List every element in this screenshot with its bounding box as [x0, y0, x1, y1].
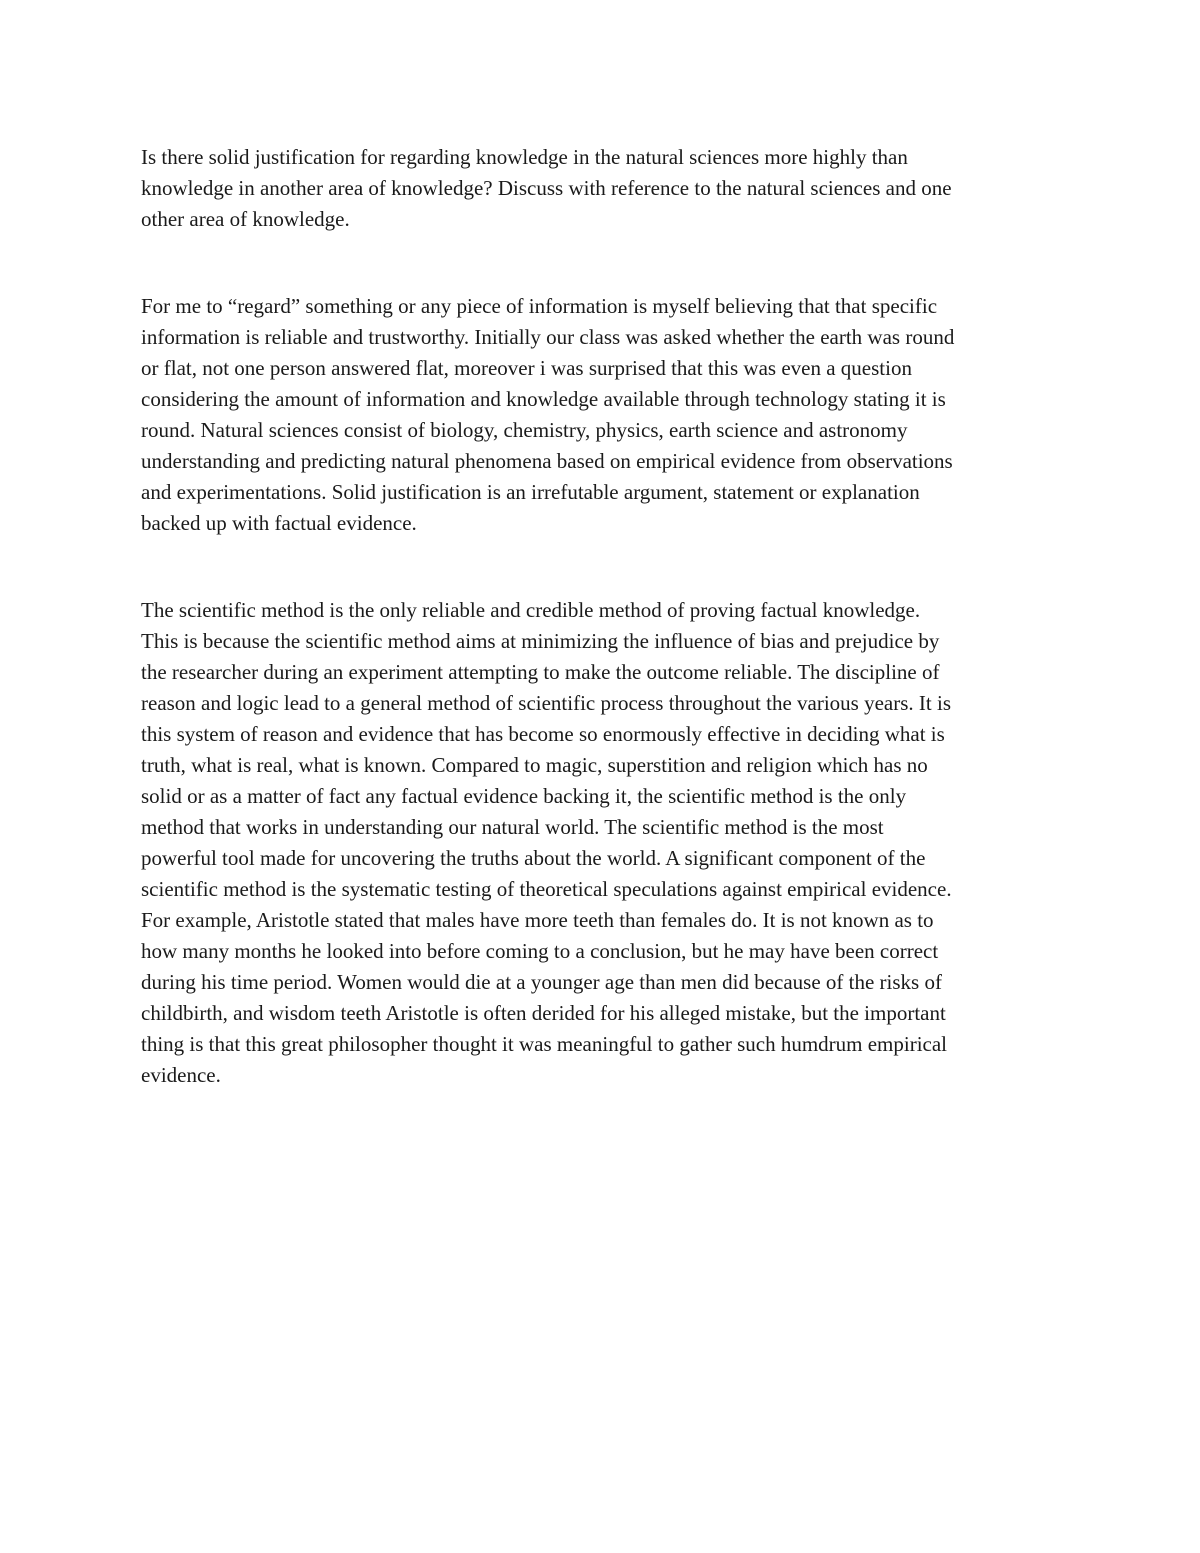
paragraph-2: The scientific method is the only reliable and credible method of proving factual knowledge. This is because the scientific method aims at minimizing the influence of bias and prejudice by the researcher during an experiment attempting to make the outcome reliable. The discipline of reason and logic lead to a general method of scientific process throughout the various years. It is this system of reason and evidence that has become so enormously effective in deciding what is truth, what is real, what is known. Compared to magic, superstition and religion which has no solid or as a matter of fact any factual evidence backing it, the scientific method is the only method that works in understanding our natural world. The scientific method is the most powerful tool made for uncovering the truths about the world. A significant component of the scientific method is the systematic testing of theoretical speculations against empirical evidence. For example, Aristotle stated that males have more teeth than females do. It is not known as to how many months he looked into before coming to a conclusion, but he may have been correct during his time period. Women would die at a younger age than men did because of the risks of childbirth, and wisdom teeth Aristotle is often derided for his alleged mistake, but the important thing is that this great philosopher thought it was meaningful to gather such humdrum empirical evidence.	[141, 598, 952, 1087]
document-body	[141, 142, 1059, 1091]
essay-question: Is there solid justification for regarding knowledge in the natural sciences more highly than knowledge in another area of knowledge? Discuss with reference to the natural sciences and one other area of knowledge.	[141, 145, 952, 231]
paragraph-1: For me to “regard” something or any piece of information is myself believing that that specific information is reliable and trustworthy. Initially our class was asked whether the earth was round or flat, not one person answered flat, moreover i was surprised that this was even a question considering the amount of information and knowledge available through technology stating it is round. Natural sciences consist of biology, chemistry, physics, earth science and astronomy understanding and predicting natural phenomena based on empirical evidence from observations and experimentations. Solid justification is an irrefutable argument, statement or explanation backed up with factual evidence.	[141, 294, 955, 535]
